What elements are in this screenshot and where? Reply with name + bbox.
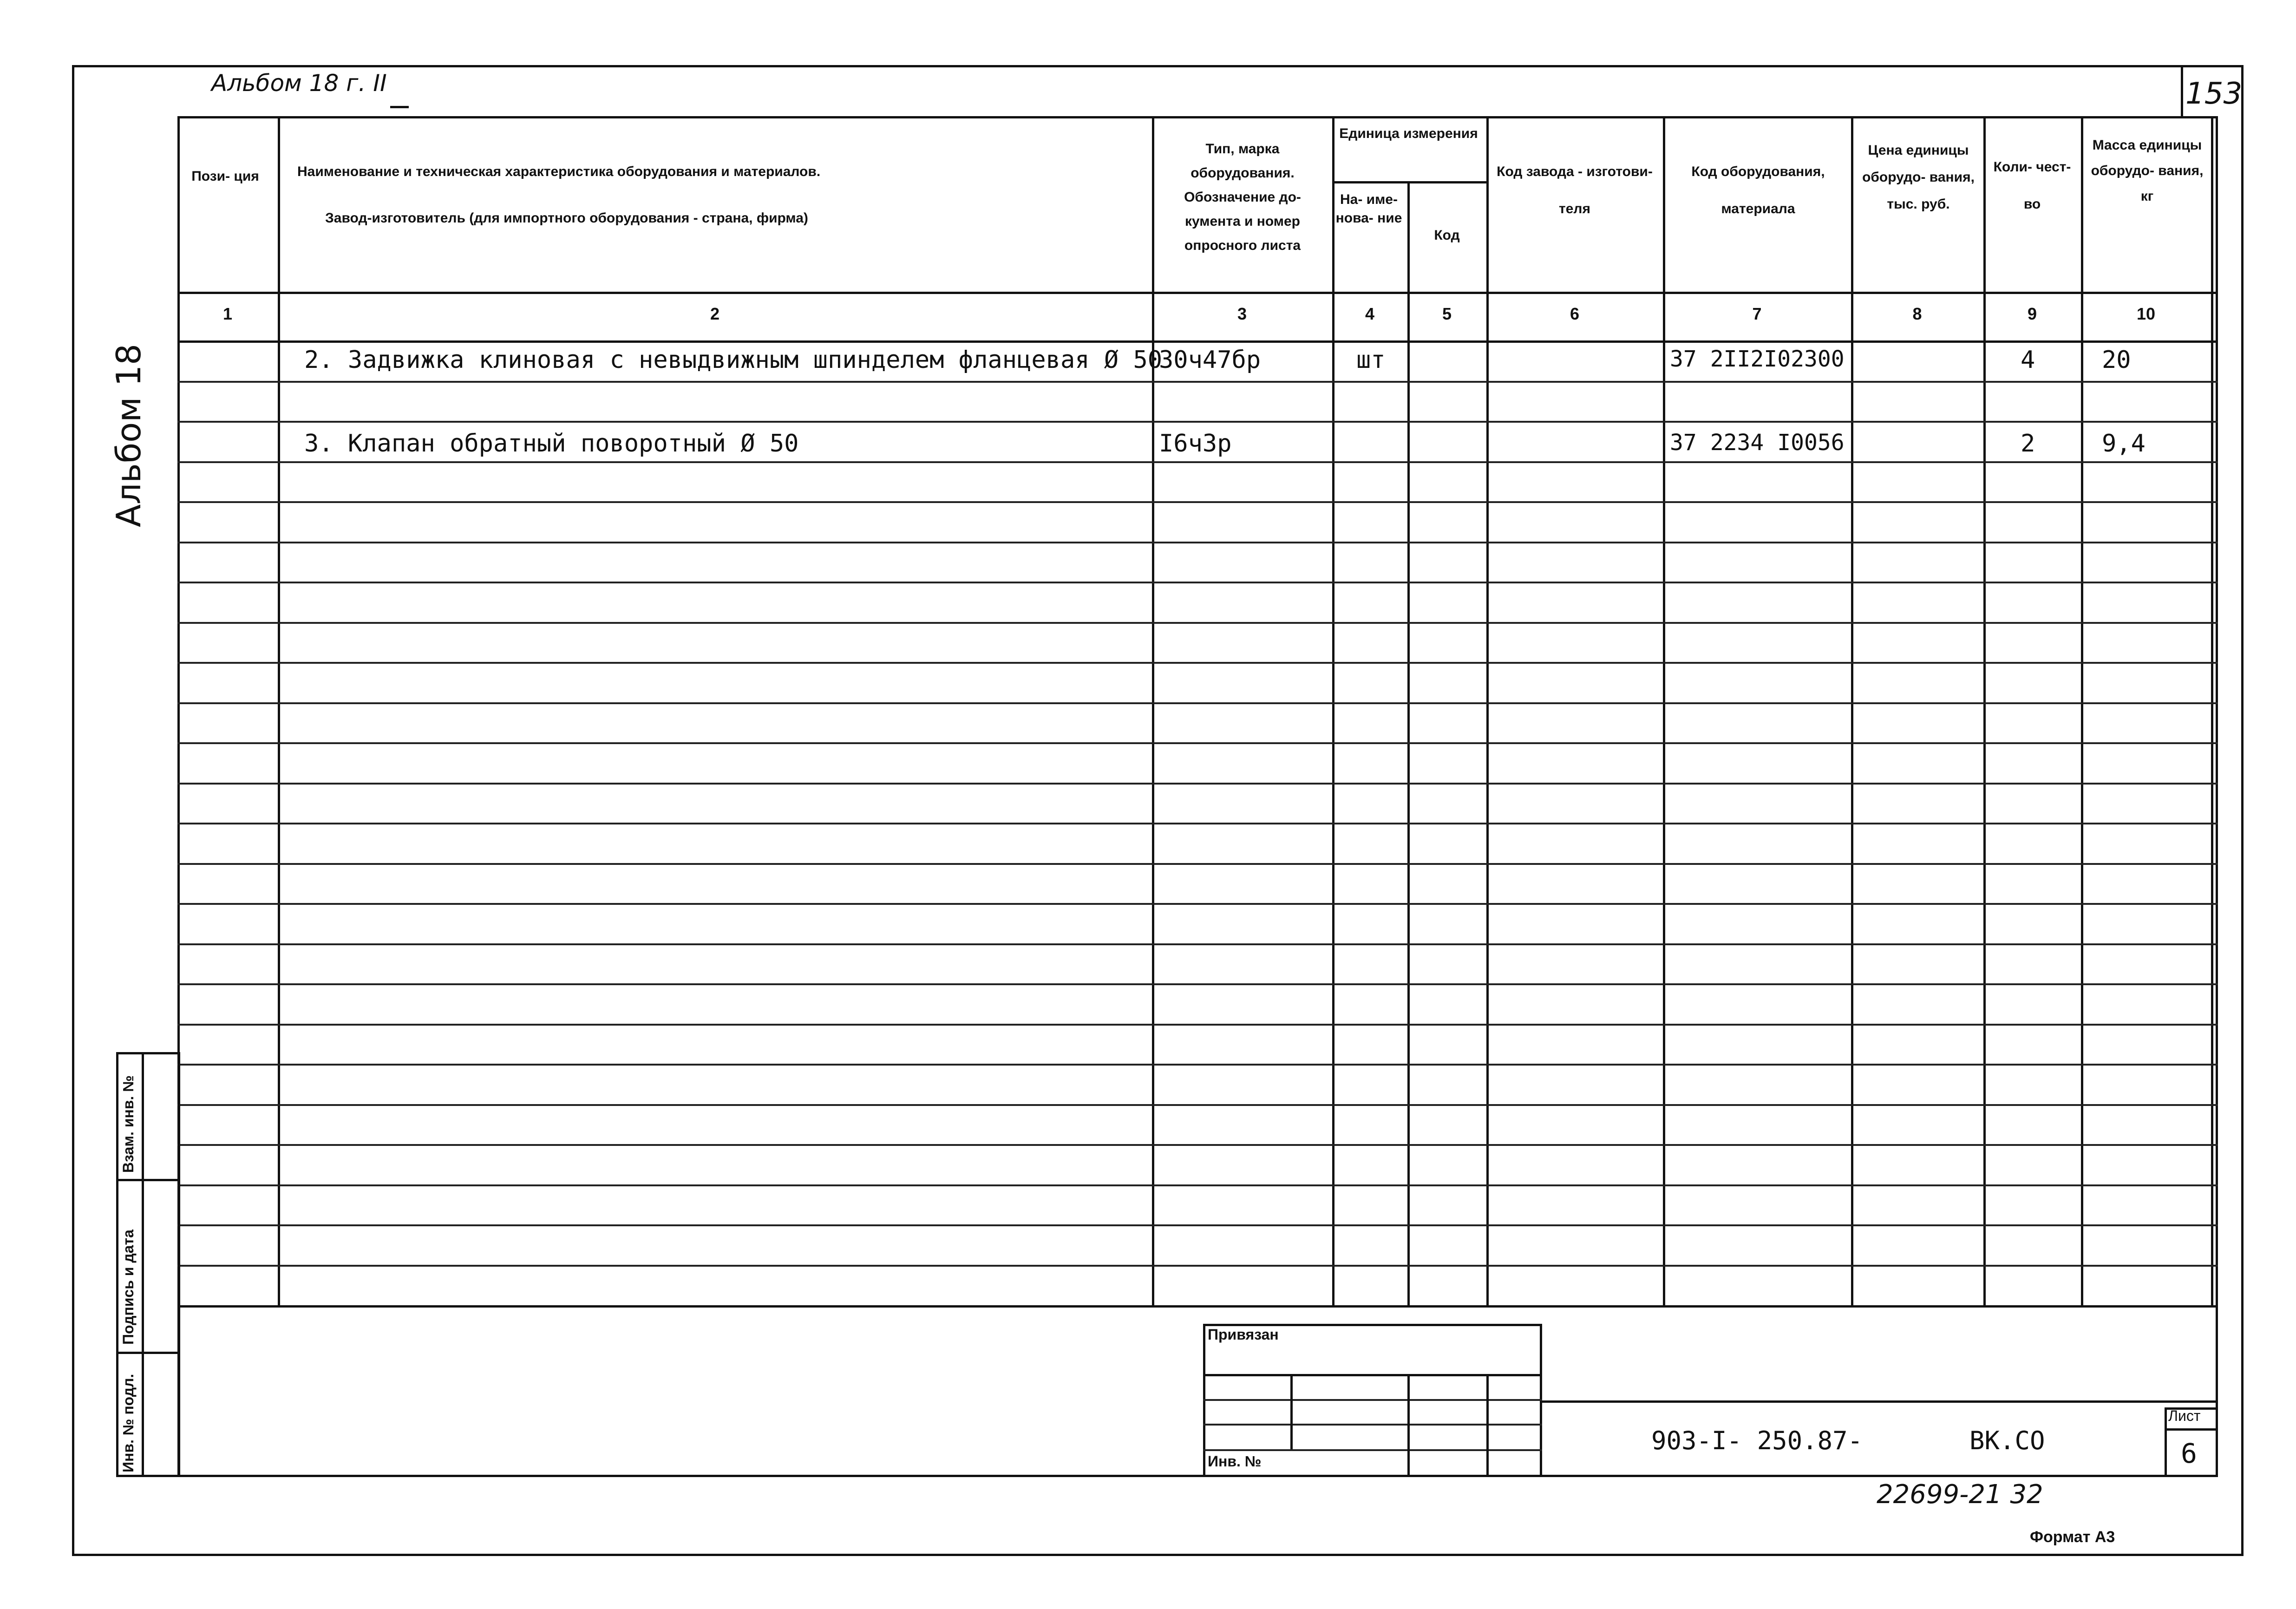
row-line (177, 542, 2218, 543)
header-bottom (177, 292, 2218, 294)
row-line (177, 381, 2218, 383)
page-number: 153 (2185, 77, 2243, 111)
col-line-7 (1851, 116, 1853, 1305)
colnum-10: 10 (2136, 304, 2156, 323)
side-stamp-divider (142, 1052, 144, 1477)
row1-type: 30ч47бр (1159, 346, 1261, 374)
row-line (177, 501, 2218, 503)
format-label: Формат А3 (2030, 1528, 2115, 1546)
header-mass: Масса единицы оборудо- вания, кг (2091, 137, 2204, 204)
row2-mass: 9,4 (2102, 430, 2146, 458)
col-line-9 (2081, 116, 2083, 1305)
row-line (177, 582, 2218, 583)
row-line (177, 1224, 2218, 1226)
list-box-divider (2165, 1428, 2218, 1431)
header-unit-group: Единица измерения (1339, 126, 1478, 141)
privyazan-h3 (1203, 1424, 1542, 1426)
col-line-1 (278, 116, 280, 1305)
archive-number: 22699-21 32 (1877, 1479, 2043, 1510)
row-line (177, 1265, 2218, 1267)
row1-name: 2. Задвижка клиновая с невыдвижным шпинделем фланцевая Ø 50 (304, 346, 1163, 374)
header-type: Тип, марка оборудования. Обозначение до- кумента и номер опросного листа (1184, 141, 1301, 253)
side-stamp-h1 (116, 1179, 180, 1181)
colnum-8: 8 (1912, 304, 1922, 323)
privyazan-h2 (1203, 1399, 1542, 1401)
row2-qty: 2 (2021, 430, 2035, 458)
row-line (177, 783, 2218, 785)
colnum-5: 5 (1442, 304, 1452, 323)
album-label: Альбом 18 г. II (211, 70, 387, 97)
header-name-line1: Наименование и техническая характеристика оборудования и материалов. (297, 164, 821, 179)
privyazan-h1 (1203, 1374, 1542, 1376)
row2-code: 37 2234 I0056 (1670, 430, 1845, 456)
row-line (177, 1104, 2218, 1106)
inv-no-label: Инв. № (1208, 1453, 1262, 1470)
side-album-label: Альбом 18 (109, 344, 148, 527)
album-underline (390, 106, 409, 108)
header-position: Пози- ция (191, 169, 259, 184)
side-vzam-inv: Взам. инв. № (120, 1075, 137, 1173)
row-line (177, 1144, 2218, 1146)
list-label: Лист (2168, 1407, 2201, 1424)
col-line-10 (2211, 116, 2213, 1305)
row-line (177, 662, 2218, 664)
col-line-3 (1332, 116, 1334, 1305)
privyazan-label: Привязан (1208, 1326, 1279, 1343)
row-line (177, 622, 2218, 624)
list-number: 6 (2181, 1438, 2197, 1469)
doc-code-top (1542, 1400, 2218, 1403)
col-line-8 (1983, 116, 1986, 1305)
row1-qty: 4 (2021, 346, 2035, 374)
header-factory-code: Код завода - изготови- теля (1497, 164, 1653, 216)
privyazan-h4 (1203, 1449, 1542, 1451)
row2-type: I6ч3р (1159, 430, 1232, 458)
colnum-4: 4 (1365, 304, 1375, 323)
header-price: Цена единицы оборудо- вания, тыс. руб. (1862, 143, 1975, 212)
row-line (177, 1064, 2218, 1066)
row1-mass: 20 (2102, 346, 2131, 374)
row1-code: 37 2II2I02300 (1670, 346, 1845, 372)
side-stamp-h2 (116, 1352, 180, 1354)
title-block-top (177, 1305, 2218, 1308)
row-line (177, 983, 2218, 985)
row-line (177, 943, 2218, 945)
row2-name: 3. Клапан обратный поворотный Ø 50 (304, 430, 799, 458)
row-line (177, 1024, 2218, 1026)
doc-section: ВК.СО (1969, 1426, 2045, 1455)
row1-unit: шт (1356, 346, 1386, 374)
col-line-2 (1152, 116, 1154, 1305)
row-line (177, 903, 2218, 905)
privyazan-v3 (1486, 1374, 1489, 1477)
doc-code: 903-I- 250.87- (1651, 1426, 1863, 1455)
row-line (177, 421, 2218, 423)
header-unit-code: Код (1434, 228, 1460, 243)
unit-group-divider (1332, 181, 1486, 183)
colnum-bottom (177, 340, 2218, 343)
side-inv-podl: Инв. № подл. (120, 1374, 137, 1472)
row-line (177, 823, 2218, 824)
colnum-6: 6 (1570, 304, 1580, 323)
privyazan-v1 (1290, 1374, 1293, 1449)
colnum-7: 7 (1752, 304, 1762, 323)
row-line (177, 742, 2218, 744)
header-unit-name: На- име- нова- ние (1335, 192, 1402, 226)
side-podpis-data: Подпись и дата (120, 1230, 137, 1345)
col-line-6 (1663, 116, 1665, 1305)
colnum-1: 1 (222, 304, 233, 323)
colnum-9: 9 (2027, 304, 2037, 323)
row-line (177, 461, 2218, 463)
row-line (177, 863, 2218, 865)
header-quantity: Коли- чест- во (1993, 159, 2071, 212)
privyazan-v2 (1407, 1374, 1410, 1477)
header-name-line2: Завод-изготовитель (для импортного оборудования - страна, фирма) (325, 210, 808, 226)
col-line-5 (1486, 116, 1489, 1305)
colnum-3: 3 (1237, 304, 1247, 323)
row-line (177, 1184, 2218, 1186)
row-line (177, 702, 2218, 704)
colnum-2: 2 (710, 304, 720, 323)
header-equipment-code: Код оборудования, материала (1691, 164, 1825, 216)
